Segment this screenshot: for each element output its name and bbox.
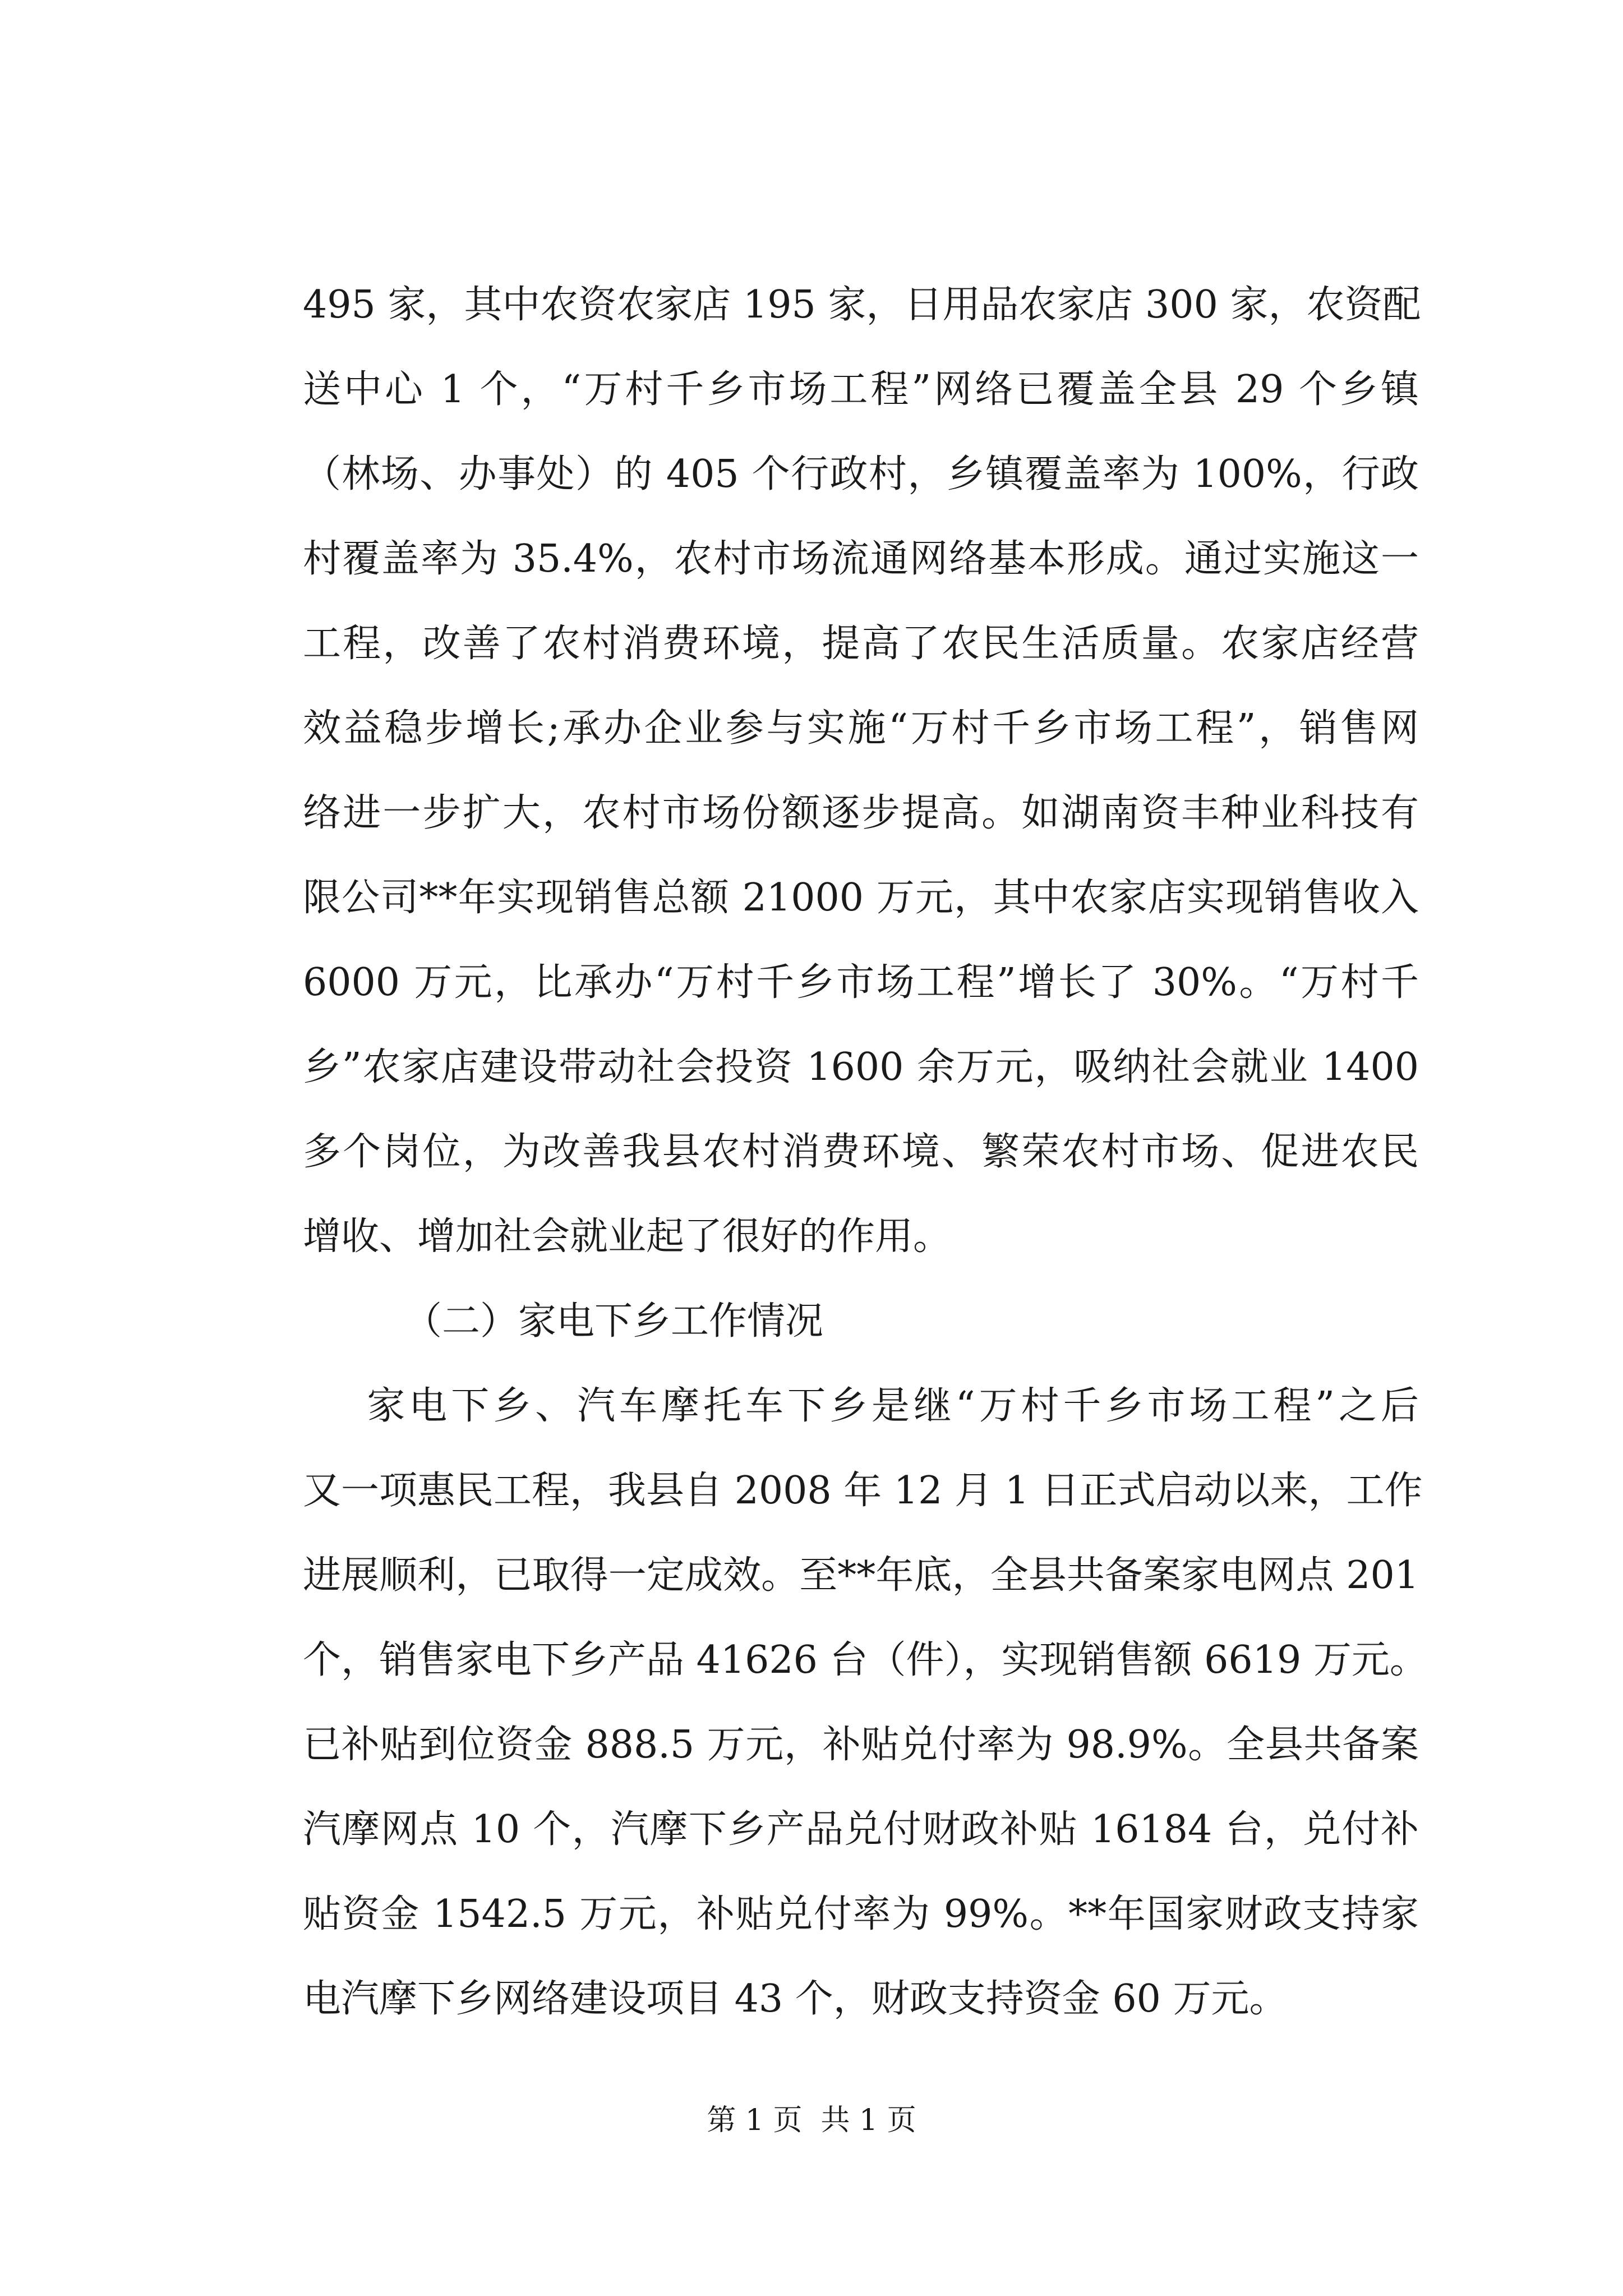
text-line: 汽摩网点 10 个，汽摩下乡产品兑付财政补贴 16184 台，兑付补: [303, 1807, 1419, 1852]
text-line: 又一项惠民工程，我县自 2008 年 12 月 1 日正式启动以来，工作: [303, 1469, 1423, 1513]
text-line: 乡”农家店建设带动社会投资 1600 余万元，吸纳社会就业 1400: [303, 1045, 1419, 1089]
text-line: （林场、办事处）的 405 个行政村，乡镇覆盖率为 100%，行政: [303, 452, 1419, 496]
text-line: 个，销售家电下乡产品 41626 台（件），实现销售额 6619 万元。: [303, 1638, 1428, 1682]
text-line: 电汽摩下乡网络建设项目 43 个，财政支持资金 60 万元。: [303, 1977, 1288, 2021]
text-line: 495 家，其中农资农家店 195 家，日用品农家店 300 家，农资配: [303, 283, 1421, 327]
text-line: 已补贴到位资金 888.5 万元，补贴兑付率为 98.9%。全县共备案: [303, 1723, 1419, 1767]
text-line: 家电下乡、汽车摩托车下乡是继“万村千乡市场工程”之后: [303, 1384, 1419, 1428]
page-number-label: 第 1 页 共 1 页: [707, 2104, 916, 2137]
page-footer: [0, 2098, 1623, 2143]
text-line: 络进一步扩大，农村市场份额逐步提高。如湖南资丰种业科技有: [303, 791, 1419, 835]
text-line: 贴资金 1542.5 万元，补贴兑付率为 99%。**年国家财政支持家: [303, 1892, 1419, 1936]
text-line: 限公司**年实现销售总额 21000 万元，其中农家店实现销售收入: [303, 876, 1419, 920]
text-line: 6000 万元，比承办“万村千乡市场工程”增长了 30%。“万村千: [303, 960, 1419, 1005]
text-line: 进展顺利，已取得一定成效。至**年底，全县共备案家电网点 201: [303, 1553, 1419, 1598]
paragraph-rural-market: [303, 263, 1419, 1279]
text-line: 工程，改善了农村消费环境，提高了农民生活质量。农家店经营: [303, 622, 1419, 666]
text-line: 增收、增加社会就业起了很好的作用。: [303, 1214, 952, 1259]
paragraph-appliances-to-countryside: [303, 1364, 1428, 2041]
text-line: 效益稳步增长;承办企业参与实施“万村千乡市场工程”，销售网: [303, 706, 1419, 751]
text-line: 村覆盖率为 35.4%，农村市场流通网络基本形成。通过实施这一: [303, 537, 1419, 581]
text-line: 多个岗位，为改善我县农村消费环境、繁荣农村市场、促进农民: [303, 1130, 1419, 1174]
document-body: [303, 263, 1428, 2041]
text-line: 送中心 1 个，“万村千乡市场工程”网络已覆盖全县 29 个乡镇: [303, 367, 1419, 412]
section-heading: （二）家电下乡工作情况: [404, 1299, 824, 1343]
